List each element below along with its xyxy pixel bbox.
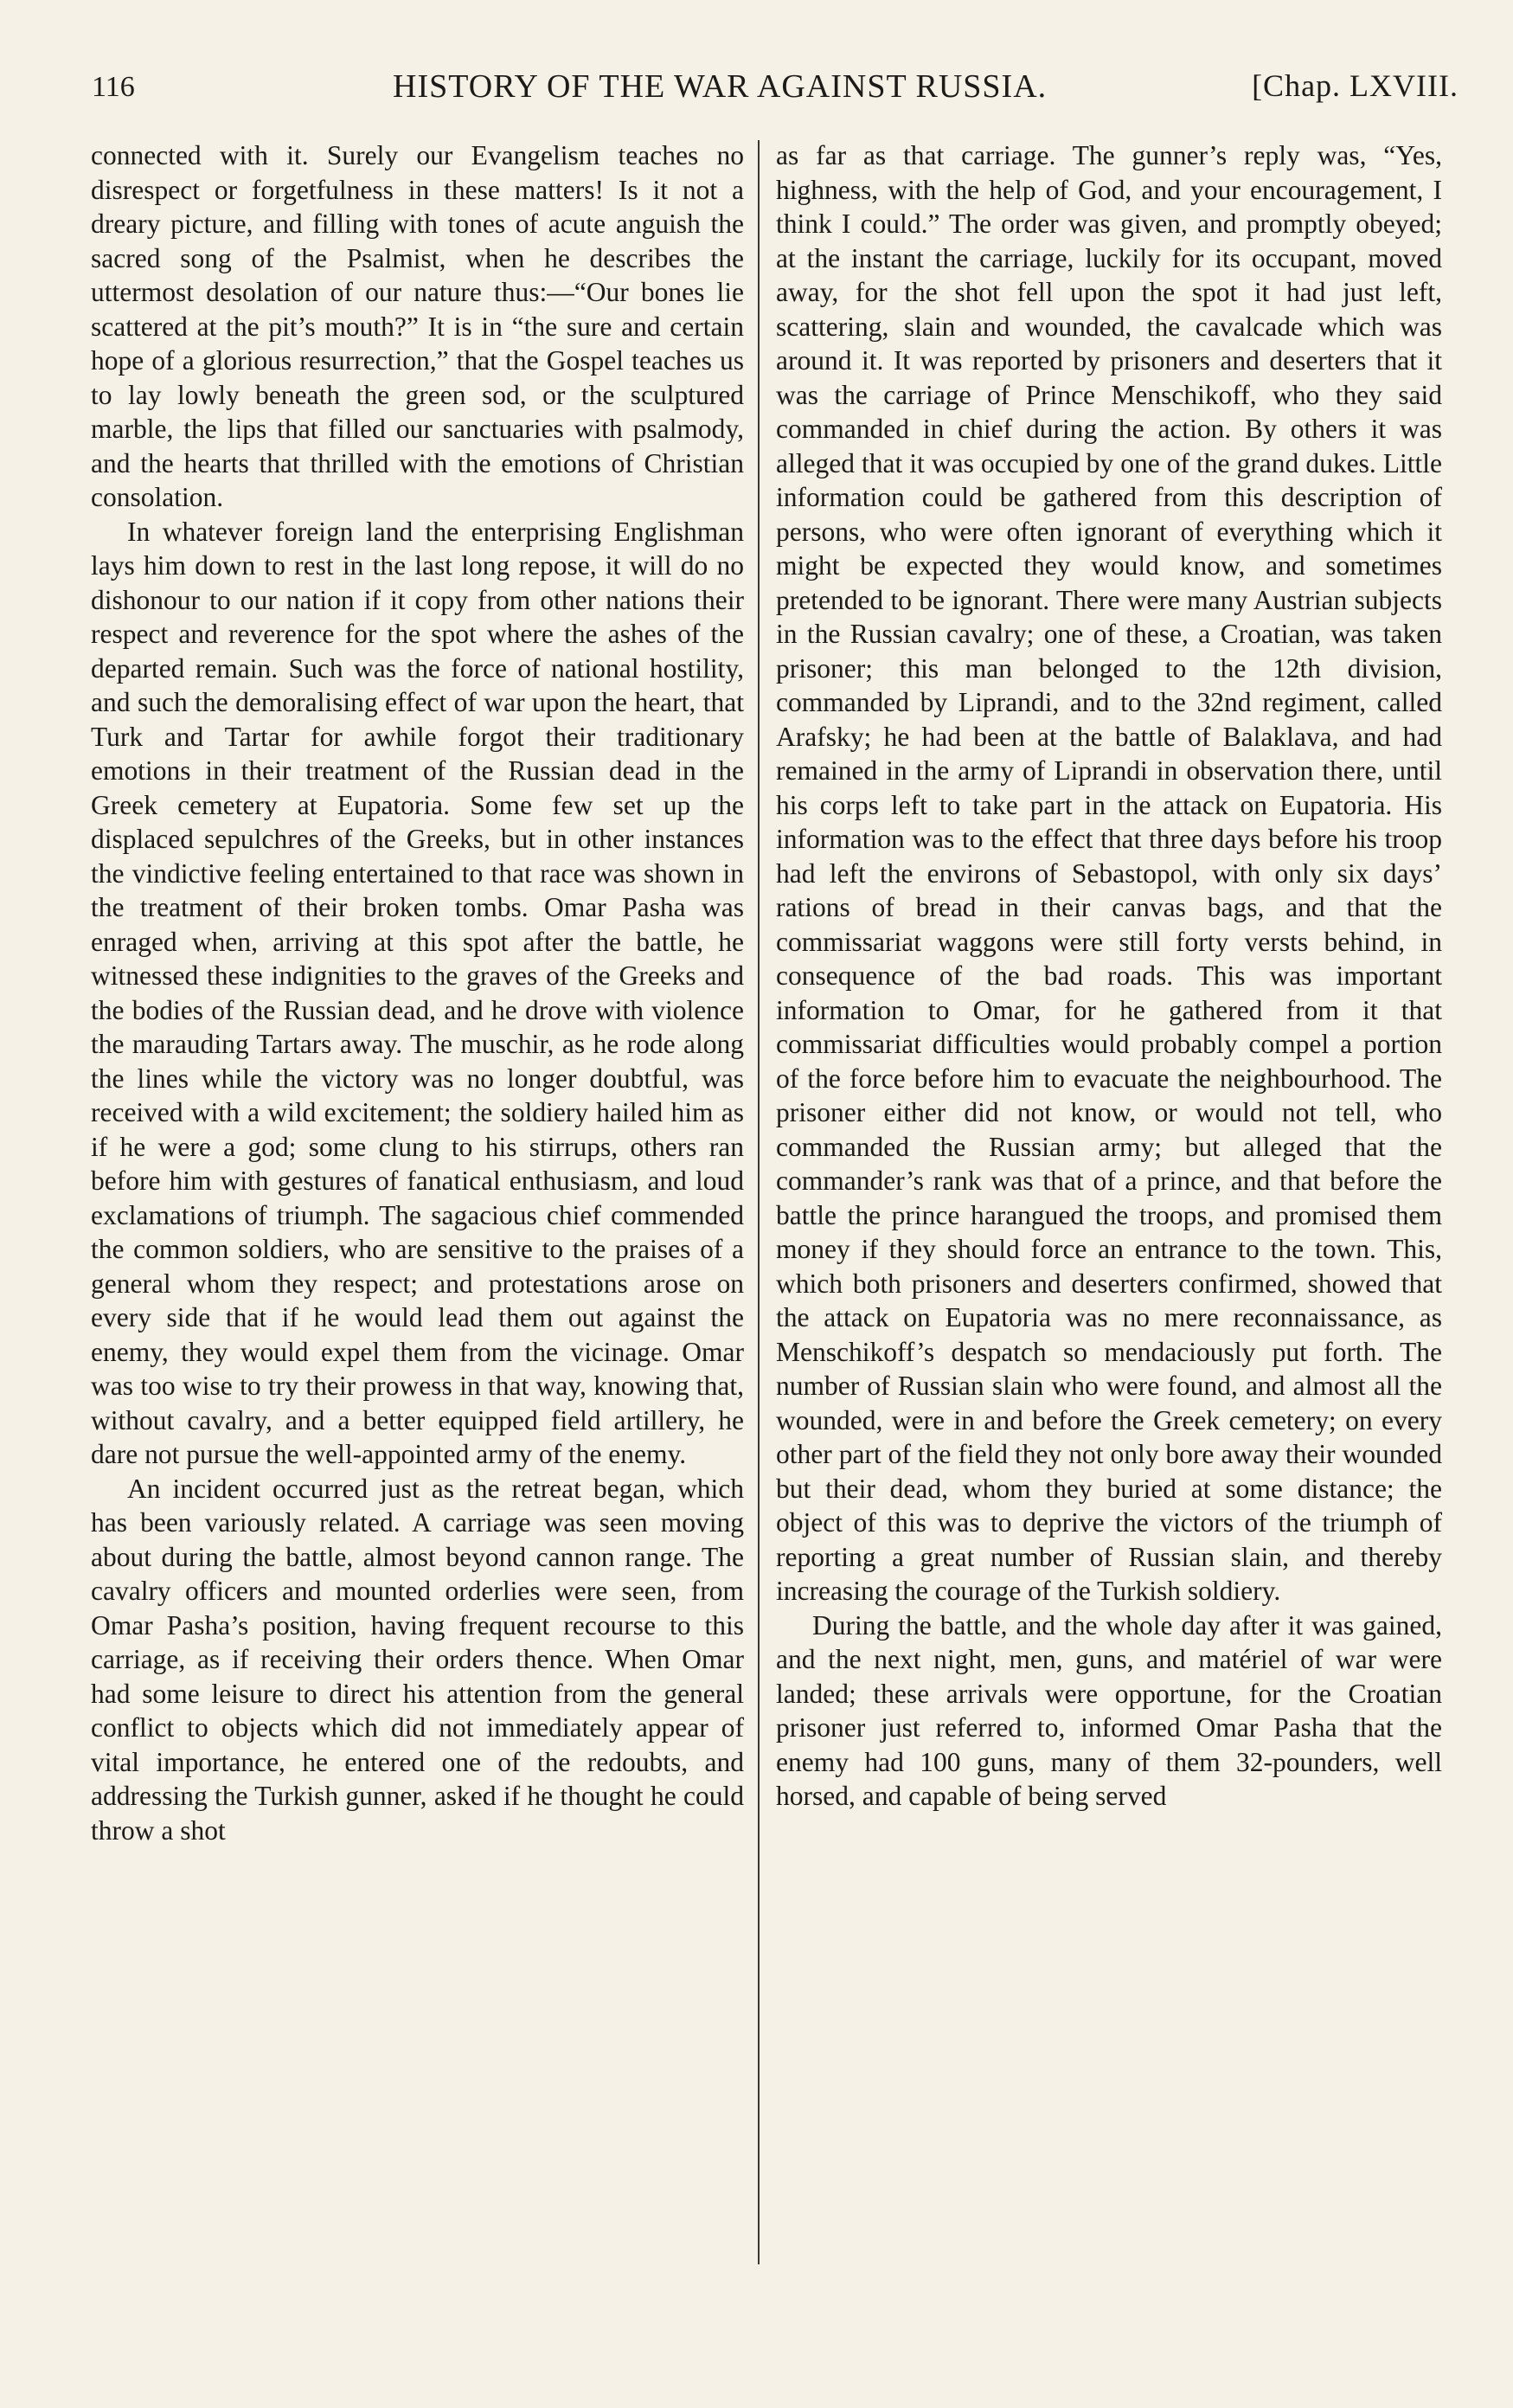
column-divider xyxy=(758,140,760,2264)
left-column xyxy=(91,138,744,2267)
running-header xyxy=(92,62,1459,111)
paragraph: An incident occurred just as the retreat began, which has been variously related. A carriage was seen moving about during the battle, almost beyond cannon range. The cavalry officers and mounted orderlies were seen, from Omar Pasha’s position, having frequent recourse to this carriage, as if receiving their orders thence. When Omar had some leisure to direct his attention from the general conflict to objects which did not immediately appear of vital importance, he entered one of the redoubts, and addressing the Turkish gunner, asked if he thought he could throw a shot xyxy=(91,1473,744,1846)
right-column xyxy=(776,138,1442,2267)
chapter-label: [Chap. LXVIII. xyxy=(1252,68,1459,103)
paragraph: During the battle, and the whole day after it was gained, and the next night, men, guns, and matériel of war were landed; these arrivals were opportune, for the Croatian prisoner just referred to, informed Omar Pasha that the enemy had 100 guns, many of them 32-pounders, well horsed, and capable of being served xyxy=(776,1609,1442,1811)
page-number: 116 xyxy=(92,71,135,103)
running-title: HISTORY OF THE WAR AGAINST RUSSIA. xyxy=(393,68,1048,105)
paragraph: connected with it. Surely our Evangelism teaches no disrespect or forgetfulness in these matters! Is it not a dreary picture, and filling with tones of acute anguish the sacred song of the Psalmist, when he describes the uttermost desolation of our nature thus:—“Our bones lie scattered at the pit’s mouth?” It is in “the sure and certain hope of a glorious resurrection,” that the Gospel teaches us to lay lowly beneath the green sod, or the sculptured marble, the lips that filled our sanctuaries with psalmody, and the hearts that thrilled with the emotions of Christian consolation. xyxy=(91,140,744,512)
paragraph: as far as that carriage. The gunner’s reply was, “Yes, highness, with the help of God, and your encouragement, I think I could.” The order was given, and promptly obeyed; at the instant the carriage, luckily for its occupant, moved away, for the shot fell upon the spot it had just left, scattering, slain and wounded, the cavalcade which was around it. It was reported by prisoners and deserters that it was the carriage of Prince Menschikoff, who they said commanded in chief during the action. By others it was alleged that it was occupied by one of the grand dukes. Little information could be gathered from this description of persons, who were often ignorant of everything which it might be expected they would know, and sometimes pretended to be ignorant. There were many Austrian subjects in the Russian cavalry; one of these, a Croatian, was taken prisoner; this man belonged to the 12th division, commanded by Liprandi, and to the 32nd regiment, called Arafsky; he had been at the battle of Balaklava, and had remained in the army of Liprandi in observation there, until his corps left to take part in the attack on Eupatoria. His information was to the effect that three days before his troop had left the environs of Sebastopol, with only six days’ rations of bread in their canvas bags, and that the commissariat waggons were still forty versts behind, in consequence of the bad roads. This was important information to Omar, for he gathered from it that commissariat difficulties would probably compel a portion of the force before him to evacuate the neighbourhood. The prisoner either did not know, or would not tell, who commanded the Russian army; but alleged that the commander’s rank was that of a prince, and that before the battle the prince harangued the troops, and promised them money if they should force an entrance to the town. This, which both prisoners and deserters confirmed, showed that the attack on Eupatoria was no mere reconnaissance, as Menschikoff’s despatch so mendaciously put forth. The number of Russian slain who were found, and almost all the wounded, were in and before the Greek cemetery; on every other part of the field they not only bore away their wounded but their dead, whom they buried at some distance; the object of this was to deprive the victors of the triumph of reporting a great number of Russian slain, and thereby increasing the courage of the Turkish soldiery. xyxy=(776,140,1442,1606)
paragraph: In whatever foreign land the enterprising Englishman lays him down to rest in the last long repose, it will do no dishonour to our nation if it copy from other nations their respect and reverence for the spot where the ashes of the departed remain. Such was the force of national hostility, and such the demoralising effect of war upon the heart, that Turk and Tartar for awhile forgot their traditionary emotions in their treatment of the Russian dead in the Greek cemetery at Eupatoria. Some few set up the displaced sepulchres of the Greeks, but in other instances the vindictive feeling entertained to that race was shown in the treatment of their broken tombs. Omar Pasha was enraged when, arriving at this spot after the battle, he witnessed these indignities to the graves of the Greeks and the bodies of the Russian dead, and he drove with violence the marauding Tartars away. The muschir, as he rode along the lines while the victory was no longer doubtful, was received with a wild excitement; the soldiery hailed him as if he were a god; some clung to his stirrups, others ran before him with gestures of fanatical enthusiasm, and loud exclamations of triumph. The sagacious chief commended the common soldiers, who are sensitive to the praises of a general whom they respect; and protestations arose on every side that if he would lead them out against the enemy, they would expel them from the vicinage. Omar was too wise to try their prowess in that way, knowing that, without cavalry, and a better equipped field artillery, he dare not pursue the well-appointed army of the enemy. xyxy=(91,516,744,1469)
